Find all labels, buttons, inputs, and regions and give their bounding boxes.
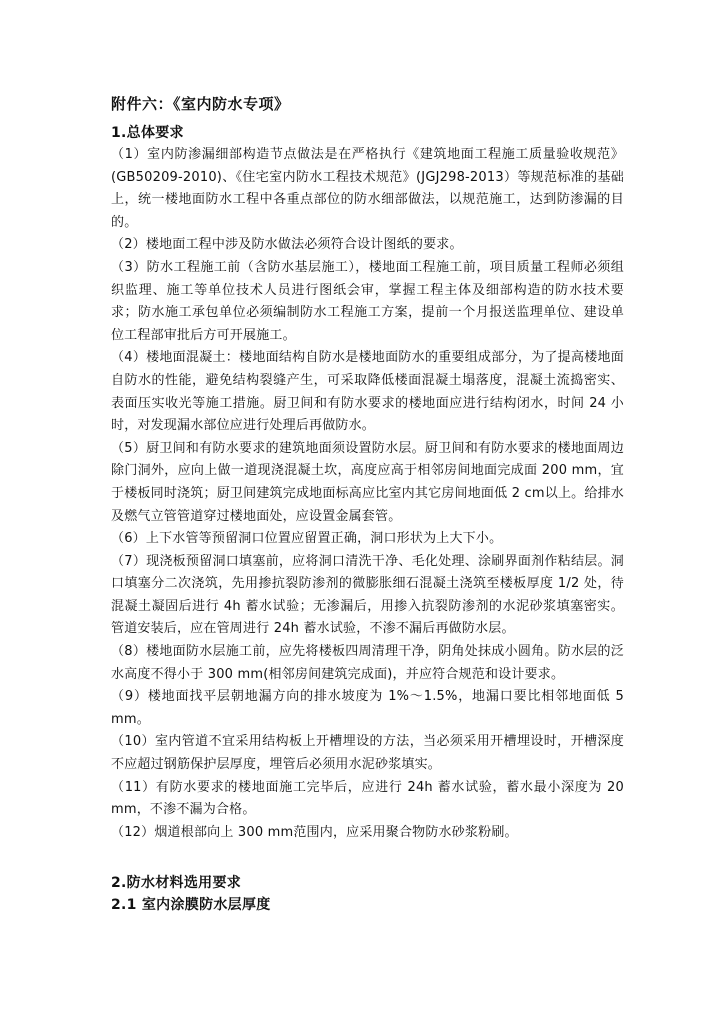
paragraph-1: （1）室内防渗漏细部构造节点做法是在严格执行《建筑地面工程施工质量验收规范》(GB50209-2010)、《住宅室内防水工程技术规范》(JGJ298-2013）等规范标准的基础上，统一楼地面防水工程中各重点部位的防水细部做法，以规范施工，达到防渗漏的目的。 (111, 147, 624, 230)
section-spacer (111, 844, 624, 872)
paragraph-4: （4）楼地面混凝土：楼地面结构自防水是楼地面防水的重要组成部分，为了提高楼地面自防水的性能，避免结构裂缝产生，可采取降低楼面混凝土塌落度，混凝土流捣密实、表面压实收光等施工措施。厨卫间和有防水要求的楼地面应进行结构闭水，时间 24 小时，对发现漏水部位应进行处理后再做防水。 (111, 350, 624, 434)
section-2-heading: 2.防水材料选用要求 (111, 875, 242, 892)
paragraph-2: （2）楼地面工程中涉及防水做法必须符合设计图纸的要求。 (111, 237, 463, 253)
paragraph-10: （10）室内管道不宜采用结构板上开槽埋设的方法，当必须采用开槽埋设时，开槽深度不应超过钢筋保护层厚度，埋管后必须用水泥砂浆填实。 (111, 734, 624, 773)
paragraph-3: （3）防水工程施工前（含防水基层施工），楼地面工程施工前，项目质量工程师必须组织监理、施工等单位技术人员进行图纸会审，掌握工程主体及细部构造的防水技术要求；防水施工承包单位必须编制防水工程施工方案，提前一个月报送监理单位、建设单位工程部审批后方可开展施工。 (111, 259, 624, 343)
paragraph-8: （8）楼地面防水层施工前，应先将楼板四周清理干净，阴角处抹成小圆角。防水层的泛水高度不得小于 300 mm(相邻房间建筑完成面)，并应符合规范和设计要求。 (111, 644, 624, 682)
section-2-1-heading: 2.1 室内涂膜防水层厚度 (111, 897, 271, 914)
paragraph-11: （11）有防水要求的楼地面施工完毕后，应进行 24h 蓄水试验，蓄水最小深度为 20 mm，不渗不漏为合格。 (111, 779, 624, 818)
document-title: 附件六：《室内防水专项》 (111, 95, 290, 113)
section-1-heading: 1.总体要求 (111, 125, 184, 141)
paragraph-7: （7）现浇板预留洞口填塞前，应将洞口清洗干净、毛化处理、涂刷界面剂作粘结层。洞口填塞分二次浇筑，先用掺抗裂防渗剂的微膨胀细石混凝土浇筑至楼板厚度 1/2 处，待混凝土凝固后进行 4h 蓄水试验；无渗漏后，用掺入抗裂防渗剂的水泥砂浆填塞密实。管道安装后，应在管周进行 24h 蓄水试验，不渗不漏后再做防水层。 (111, 553, 624, 637)
paragraph-6: （6）上下水管等预留洞口位置应留置正确，洞口形状为上大下小。 (111, 531, 503, 547)
paragraph-12: （12）烟道根部向上 300 mm范围内，应采用聚合物防水砂浆粉刷。 (111, 824, 518, 840)
paragraph-9: （9）楼地面找平层朝地漏方向的排水坡度为 1%～1.5%，地漏口要比相邻地面低 5 mm。 (111, 689, 624, 727)
paragraph-5: （5）厨卫间和有防水要求的建筑地面须设置防水层。厨卫间和有防水要求的楼地面周边除门洞外，应向上做一道现浇混凝土坎，高度应高于相邻房间地面完成面 200 mm，宜于楼板同时浇筑；厨卫间建筑完成地面标高应比室内其它房间地面低 2 cm以上。给排水及燃气立管管道穿过楼地面处，应设置金属套管。 (111, 440, 624, 524)
